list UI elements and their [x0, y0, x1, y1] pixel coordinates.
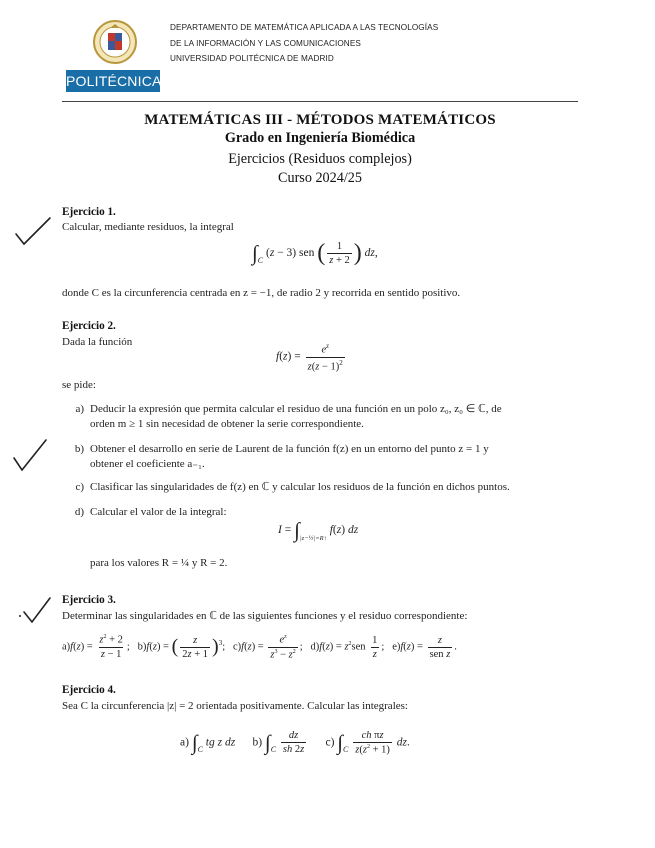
item-a-label: a): [75, 403, 84, 415]
item-a-line1: Deducir la expresión que permita calcular el residuo de una función en un polo z₀, z₀ ∈ ℂ, de: [90, 403, 502, 415]
upm-crest-logo: [92, 18, 138, 70]
brand-label: POLITÉCNICA: [66, 70, 160, 92]
exercise-1-integral: $\int_C$ (z − 3) sen ( $\frac{1}{z + 2}$ ) dz,: [252, 240, 378, 266]
check-mark-icon: [18, 598, 54, 632]
department-block: [170, 20, 438, 67]
exercise-4-heading: Ejercicio 4.: [62, 684, 116, 696]
check-mark-icon: [14, 216, 54, 250]
item-b-line1: Obtener el desarrollo en serie de Laurent de la función f(z) en un entorno del punto z = 1 y: [90, 443, 489, 455]
exercise-2-se-pide: se pide:: [62, 379, 96, 391]
dept-line-2: DE LA INFORMACIÓN Y LAS COMUNICACIONES: [170, 38, 361, 48]
item-d-line1: Calcular el valor de la integral:: [90, 506, 227, 518]
item-b-line2: obtener el coeficiente a₋₁.: [90, 458, 205, 470]
item-b-label: b): [74, 443, 84, 455]
item-c-line1: Clasificar las singularidades de f(z) en ℂ y calcular los residuos de la función en dichos puntos.: [90, 481, 510, 493]
exercise-4-intro: Sea C la circunferencia |z| = 2 orientada positivamente. Calcular las integrales:: [62, 700, 408, 712]
exercise-set-title: Ejercicios (Residuos complejos): [228, 151, 412, 167]
exercise-3-intro: Determinar las singularidades en ℂ de las siguientes funciones y el residuo correspondiente:: [62, 610, 468, 622]
academic-year: Curso 2024/25: [278, 170, 362, 186]
item-a-line2: orden m ≥ 1 sin necesidad de obtener la serie correspondiente.: [90, 418, 364, 430]
header-divider: [62, 101, 578, 102]
dept-line-3: UNIVERSIDAD POLITÉCNICA DE MADRID: [170, 54, 334, 63]
course-title: MATEMÁTICAS III - MÉTODOS MATEMÁTICOS: [144, 112, 496, 128]
exercise-1-closing: donde C es la circunferencia centrada en z = −1, de radio 2 y recorrida en sentido positivo.: [62, 287, 461, 299]
item-c-label: c): [75, 481, 84, 493]
exercise-3-heading: Ejercicio 3.: [62, 594, 116, 606]
degree-title: Grado en Ingeniería Biomédica: [224, 130, 416, 146]
exercise-4-integrals: a) $\int_C$ tg z dz b) $\int_C$ $\frac{dz}{sh 2z}$ c) $\int_C$ $\frac{\text{ch πz}}{z(z^2 + 1)}$ dz.: [180, 730, 410, 756]
check-mark-icon: [12, 438, 52, 476]
exercise-2-function: f(z) = $\frac{e^z}{z(z - 1)^2}$: [276, 342, 343, 372]
item-d-label: d): [74, 506, 84, 518]
exercise-2-intro: Dada la función: [62, 336, 133, 348]
exercise-2-integral: $I = \int_{|z-\frac{1}{2}|=R↑}$ f(z) dz: [278, 518, 359, 543]
exercise-3-functions: a)f(z) = $\frac{z^2 + 2}{z - 1}$ ; b)f(z) = ( $\frac{z}{2z + 1}$ )$^3$; c)f(z) = $\frac{e^z}{z^3 - z^2}$ ; $d)f(z) = z^2sen$ $\frac{1}{z}$ ; e)f(z) = $\frac{z}{\text{sen z}}$ .: [62, 634, 457, 660]
exercise-2-heading: Ejercicio 2.: [62, 320, 116, 332]
item-d-line2: para los valores R = ¼ y R = 2.: [90, 557, 228, 569]
exercise-1-heading: Ejercicio 1.: [62, 206, 116, 218]
exercise-1-intro: Calcular, mediante residuos, la integral: [62, 221, 234, 233]
dept-line-1: DEPARTAMENTO DE MATEMÁTICA APLICADA A LAS TECNOLOGÍAS: [170, 23, 439, 32]
